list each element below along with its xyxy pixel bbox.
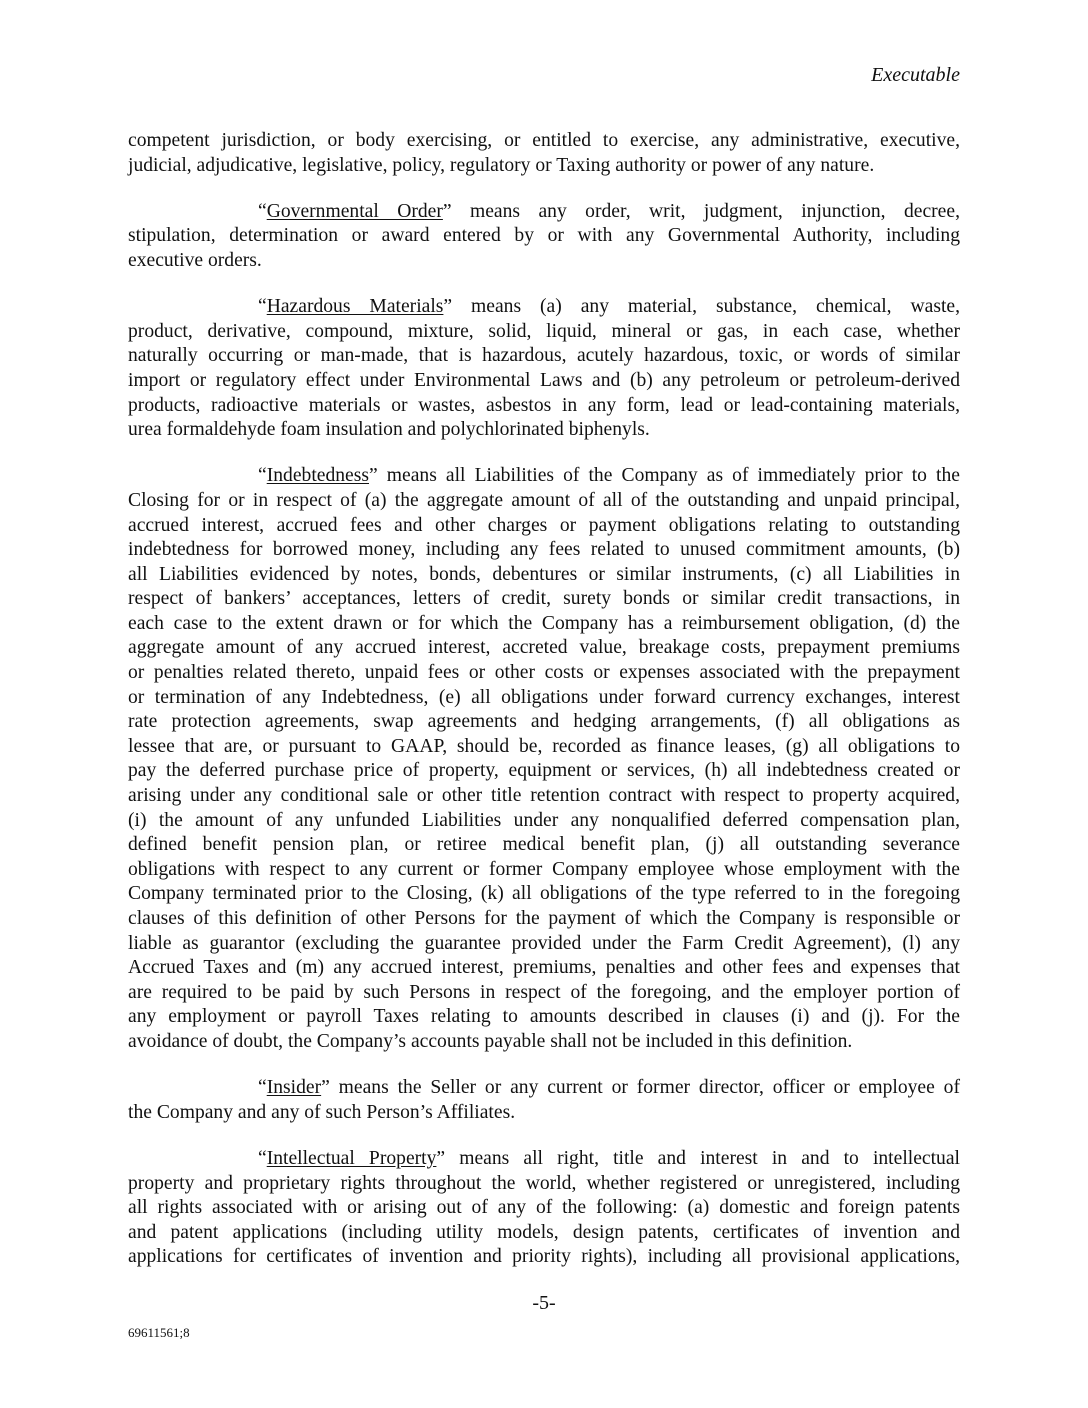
text-line: are required to be paid by such Persons in respect of the foregoing, and the employer portion of [128, 981, 960, 1003]
text-line: indebtedness for borrowed money, including any fees related to unused commitment amounts, (b) [128, 539, 960, 561]
definition-paragraph [128, 1147, 960, 1270]
text-line: applications for certificates of invention and priority rights), including all provisional applications, [128, 1246, 960, 1268]
page-number: -5- [532, 1292, 556, 1314]
text-line: Closing for or in respect of (a) the aggregate amount of all of the outstanding and unpaid principal, [128, 489, 960, 511]
text-line: import or regulatory effect under Environmental Laws and (b) any petroleum or petroleum-derived [128, 369, 960, 391]
text-line: Company terminated prior to the Closing, (k) all obligations of the type referred to in the foregoing [128, 883, 960, 905]
text-line: defined benefit pension plan, or retiree medical benefit plan, (j) all outstanding severance [128, 834, 960, 856]
document-id: 69611561;8 [128, 1325, 190, 1340]
defined-term: Intellectual Property [266, 1147, 437, 1169]
text-line: rate protection agreements, swap agreements and hedging arrangements, (f) all obligations as [128, 711, 960, 733]
text-line: pay the deferred purchase price of property, equipment or services, (h) all indebtedness created or [128, 760, 960, 782]
line-text: ” means all right, title and interest in and to intellectual [436, 1147, 960, 1169]
text-line: and patent applications (including utility models, design patents, certificates of invention and [128, 1221, 960, 1243]
text-line: lessee that are, or pursuant to GAAP, should be, recorded as finance leases, (g) all obligations to [128, 735, 960, 757]
text-line: judicial, adjudicative, legislative, policy, regulatory or Taxing authority or power of any nature. [128, 154, 875, 176]
definition-paragraph [128, 1076, 960, 1125]
text-line: arising under any conditional sale or other title retention contract with respect to property acquired, [128, 785, 960, 807]
text-line [128, 200, 960, 225]
text-line: avoidance of doubt, the Company’s accounts payable shall not be included in this definition. [128, 1030, 853, 1052]
text-line: Accrued Taxes and (m) any accrued interest, premiums, penalties and other fees and expenses that [128, 957, 960, 979]
text-line: all Liabilities evidenced by notes, bonds, debentures or similar instruments, (c) all Liabilities in [128, 563, 960, 585]
text-line: products, radioactive materials or wastes, asbestos in any form, lead or lead-containing materials, [128, 394, 960, 416]
text-line [128, 1147, 960, 1172]
text-line: each case to the extent drawn or for which the Company has a reimbursement obligation, (d) the [128, 612, 960, 634]
text-line: urea formaldehyde foam insulation and polychlorinated biphenyls. [128, 419, 650, 441]
defined-term: Hazardous Materials [266, 296, 444, 318]
text-line: or penalties related thereto, unpaid fees or other costs or expenses associated with the prepayment [128, 662, 960, 684]
open-quote: “ [258, 200, 267, 222]
text-line: competent jurisdiction, or body exercising, or entitled to exercise, any administrative, executive, [128, 130, 960, 151]
text-line: property and proprietary rights throughout the world, whether registered or unregistered, including [128, 1172, 960, 1194]
text-line: obligations with respect to any current or former Company employee whose employment with the [128, 858, 960, 880]
text-line: or termination of any Indebtedness, (e) all obligations under forward currency exchanges, interest [128, 686, 960, 708]
line-text: ” means any order, writ, judgment, injunction, decree, [442, 200, 960, 222]
text-line: naturally occurring or man-made, that is hazardous, acutely hazardous, toxic, or words of similar [128, 345, 960, 367]
paragraph [128, 129, 960, 178]
document-status-header: Executable [871, 64, 960, 86]
text-line: product, derivative, compound, mixture, solid, liquid, mineral or gas, in each case, whether [128, 320, 960, 342]
line-text: ” means all Liabilities of the Company as of immediately prior to the [369, 465, 960, 487]
document-body [128, 129, 960, 1292]
open-quote: “ [258, 296, 267, 318]
text-line: liable as guarantor (excluding the guarantee provided under the Farm Credit Agreement), (l) any [128, 932, 960, 954]
text-line [128, 295, 960, 320]
text-line: stipulation, determination or award entered by or with any Governmental Authority, including [128, 225, 960, 247]
text-line: clauses of this definition of other Persons for the payment of which the Company is responsible or [128, 908, 960, 929]
text-line: respect of bankers’ acceptances, letters of credit, surety bonds or similar credit transactions, in [128, 588, 960, 610]
text-line [128, 1076, 960, 1101]
text-line: aggregate amount of any accrued interest, accreted value, breakage costs, prepayment premiums [128, 637, 960, 659]
text-line [128, 464, 960, 489]
text-line: accrued interest, accrued fees and other charges or payment obligations relating to outstanding [128, 514, 960, 536]
defined-term: Insider [266, 1077, 322, 1099]
line-text: ” means (a) any material, substance, chemical, waste, [443, 296, 960, 318]
definition-paragraph [128, 200, 960, 274]
text-line: the Company and any of such Person’s Affiliates. [128, 1101, 516, 1123]
line-text: ” means the Seller or any current or former director, officer or employee of [321, 1077, 960, 1099]
defined-term: Indebtedness [266, 465, 369, 487]
open-quote: “ [258, 465, 267, 487]
definition-paragraph [128, 295, 960, 443]
open-quote: “ [258, 1147, 267, 1169]
text-line: all rights associated with or arising out of any of the following: (a) domestic and foreign patents [128, 1197, 960, 1219]
definition-paragraph [128, 464, 960, 1054]
text-line: executive orders. [128, 249, 262, 271]
open-quote: “ [258, 1077, 267, 1099]
text-line: (i) the amount of any unfunded Liabilities under any nonqualified deferred compensation plan, [128, 809, 960, 831]
defined-term: Governmental Order [266, 200, 443, 222]
text-line: any employment or payroll Taxes relating to amounts described in clauses (i) and (j). For the [128, 1006, 960, 1028]
